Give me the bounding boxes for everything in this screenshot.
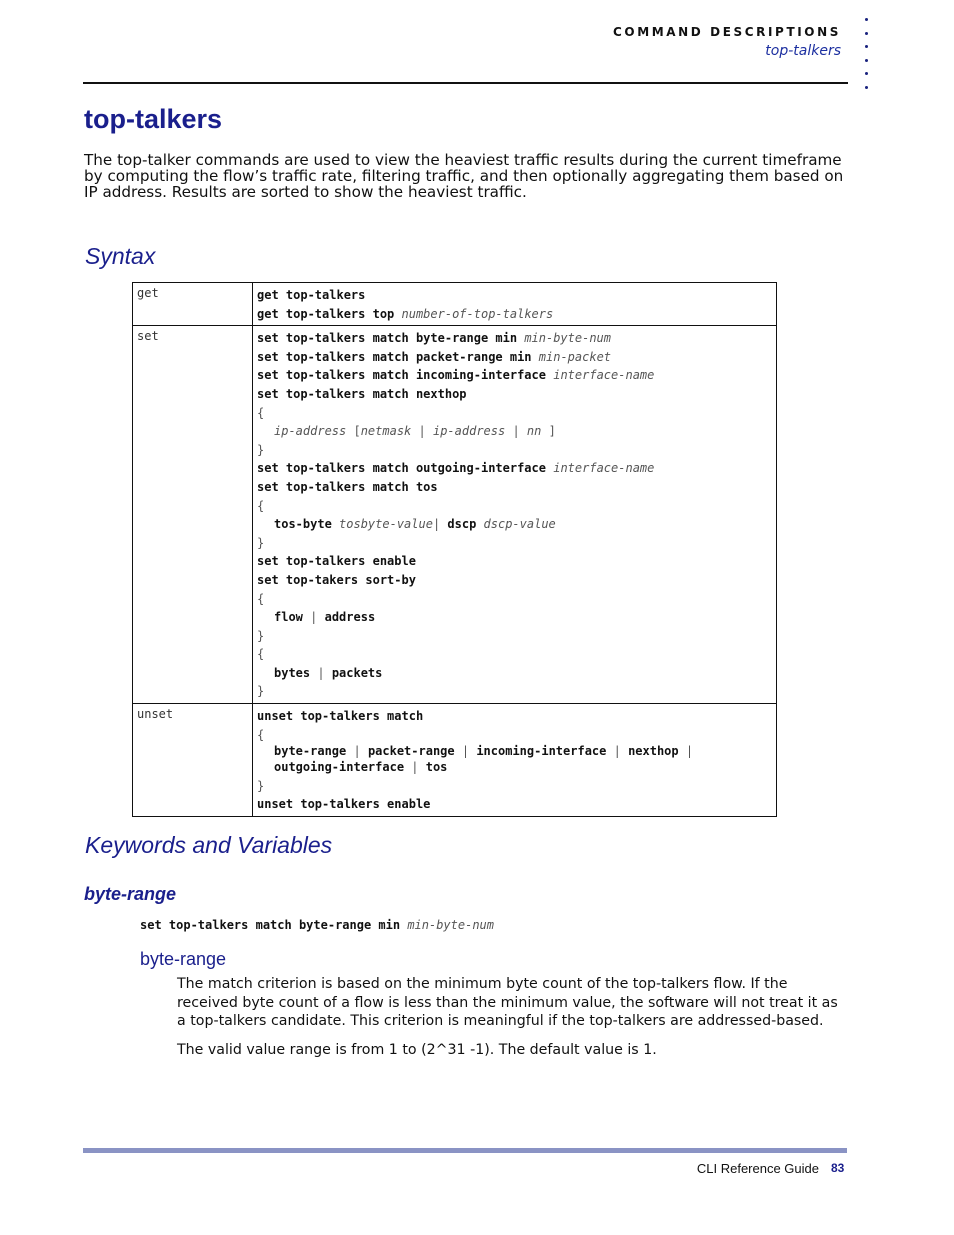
punctuation: | bbox=[404, 760, 426, 775]
punctuation: } bbox=[257, 778, 265, 793]
keyword-text: packet-range bbox=[367, 744, 455, 759]
syntax-line bbox=[257, 404, 772, 423]
punctuation: | bbox=[606, 744, 629, 759]
syntax-line bbox=[257, 590, 772, 609]
variable-text: interface-name bbox=[553, 461, 655, 476]
syntax-row-get bbox=[133, 283, 777, 326]
punctuation: { bbox=[257, 647, 265, 662]
keyword-text: set top-talkers match incoming-interface bbox=[257, 368, 554, 383]
keyword-text: set top-talkers match tos bbox=[257, 479, 438, 494]
syntax-line bbox=[257, 744, 772, 758]
variable-text: netmask bbox=[360, 424, 412, 439]
keyword-text: unset top-talkers match bbox=[257, 709, 424, 724]
keyword-text: set top-talkers match nexthop bbox=[257, 386, 467, 401]
keywords-heading: Keywords and Variables bbox=[85, 832, 333, 858]
syntax-line bbox=[257, 645, 772, 664]
syntax-line bbox=[257, 664, 772, 683]
punctuation: | bbox=[302, 610, 325, 625]
variable-text: ip-address bbox=[432, 424, 506, 439]
running-header-section: COMMAND DESCRIPTIONS bbox=[612, 25, 841, 39]
command-text: set top-talkers match byte-range min bbox=[140, 918, 408, 932]
header-rule bbox=[83, 82, 848, 84]
punctuation: { bbox=[257, 498, 265, 513]
variable-text: interface-name bbox=[553, 368, 655, 383]
punctuation: { bbox=[257, 727, 265, 742]
keyword-text: outgoing-interface bbox=[274, 760, 405, 775]
punctuation: | bbox=[310, 665, 332, 680]
syntax-commands bbox=[253, 283, 777, 326]
syntax-line bbox=[257, 608, 772, 627]
punctuation: | bbox=[346, 744, 368, 759]
punctuation: ] bbox=[541, 424, 556, 439]
punctuation: [ bbox=[346, 424, 361, 439]
variable-text: ip-address bbox=[274, 424, 347, 439]
syntax-line bbox=[257, 534, 772, 553]
variable-text: dscp-value bbox=[483, 517, 556, 532]
syntax-line bbox=[257, 552, 772, 571]
syntax-line bbox=[257, 348, 772, 367]
syntax-row-unset bbox=[133, 704, 777, 817]
keyword-text: tos bbox=[425, 760, 448, 775]
keyword-text: set top-talkers match outgoing-interface bbox=[257, 461, 554, 476]
keyword-text: unset top-talkers enable bbox=[257, 797, 431, 812]
syntax-line bbox=[257, 758, 772, 777]
syntax-line bbox=[257, 682, 772, 701]
punctuation: { bbox=[257, 405, 265, 420]
syntax-commands bbox=[253, 704, 777, 817]
keyword-text: set top-takers sort-by bbox=[257, 572, 416, 587]
syntax-table bbox=[132, 282, 777, 817]
decorative-dots bbox=[865, 18, 871, 99]
syntax-operation: get bbox=[133, 283, 253, 326]
syntax-line bbox=[257, 305, 772, 324]
variable-text: tosbyte-value bbox=[339, 517, 433, 532]
syntax-commands bbox=[253, 326, 777, 704]
punctuation: | bbox=[432, 517, 448, 532]
syntax-heading: Syntax bbox=[85, 243, 156, 269]
syntax-row-set bbox=[133, 326, 777, 704]
syntax-line bbox=[257, 459, 772, 478]
syntax-line bbox=[257, 385, 772, 404]
syntax-line bbox=[257, 707, 772, 726]
syntax-line bbox=[257, 366, 772, 385]
keyword-text: get top-talkers bbox=[257, 288, 366, 302]
byte-range-value-range: The valid value range is from 1 to (2^31 -1). The default value is 1. bbox=[177, 1042, 657, 1058]
byte-range-description: The match criterion is based on the minimum byte count of the top-talkers flow. If the received byte count of a flow is less than the minimum value, the software will not treat it as a top-talkers candidate. This criterion is meaningful if the top-talkers are addressed-based. bbox=[177, 976, 838, 1030]
byte-range-term: byte-range bbox=[140, 949, 227, 969]
keyword-text: set top-talkers enable bbox=[257, 554, 416, 569]
syntax-operation: unset bbox=[133, 704, 253, 817]
syntax-line bbox=[257, 627, 772, 646]
keyword-text: nexthop bbox=[628, 744, 679, 759]
byte-range-subheading: byte-range bbox=[84, 884, 177, 904]
punctuation: } bbox=[257, 535, 265, 550]
syntax-line bbox=[257, 777, 772, 796]
keyword-text: tos-byte bbox=[274, 517, 340, 532]
keyword-text: set top-talkers match packet-range min bbox=[257, 349, 539, 364]
keyword-text: incoming-interface bbox=[476, 744, 607, 759]
syntax-operation: set bbox=[133, 326, 253, 704]
variable-text: min-packet bbox=[538, 349, 612, 364]
variable-text: number-of-top-talkers bbox=[401, 306, 554, 321]
byte-range-command bbox=[140, 918, 494, 932]
syntax-line bbox=[257, 515, 772, 534]
page-number: 83 bbox=[831, 1161, 845, 1175]
syntax-line bbox=[257, 329, 772, 348]
command-variable: min-byte-num bbox=[407, 918, 495, 932]
page-title: top-talkers bbox=[84, 104, 223, 134]
keyword-text: byte-range bbox=[274, 744, 347, 759]
keyword-text: flow bbox=[274, 610, 303, 625]
keyword-text: packets bbox=[331, 665, 383, 680]
punctuation: | bbox=[678, 744, 694, 759]
running-header-subsection: top-talkers bbox=[765, 43, 841, 59]
keyword-text: address bbox=[324, 610, 376, 625]
syntax-line bbox=[257, 441, 772, 460]
variable-text: min-byte-num bbox=[524, 331, 612, 346]
syntax-line bbox=[257, 726, 772, 745]
punctuation: } bbox=[257, 442, 265, 457]
punctuation: { bbox=[257, 591, 265, 606]
syntax-line bbox=[257, 795, 772, 814]
punctuation: | bbox=[411, 424, 433, 439]
syntax-line bbox=[257, 286, 772, 305]
syntax-line bbox=[257, 478, 772, 497]
punctuation: } bbox=[257, 684, 265, 699]
syntax-line bbox=[257, 571, 772, 590]
keyword-text: get top-talkers top bbox=[257, 306, 402, 321]
keyword-text: dscp bbox=[447, 517, 484, 532]
footer-guide-name: CLI Reference Guide bbox=[696, 1161, 819, 1176]
syntax-line bbox=[257, 422, 772, 441]
punctuation: | bbox=[454, 744, 477, 759]
keyword-text: set top-talkers match byte-range min bbox=[257, 331, 525, 346]
punctuation: } bbox=[257, 628, 265, 643]
footer-rule bbox=[83, 1148, 847, 1153]
keyword-text: bytes bbox=[274, 665, 311, 680]
variable-text: nn bbox=[526, 424, 542, 439]
punctuation: | bbox=[505, 424, 527, 439]
syntax-line bbox=[257, 497, 772, 516]
intro-paragraph: The top-talker commands are used to view the heaviest traffic results during the current timeframe by computing the flow’s traffic rate, filtering traffic, and then optionally aggregating them based on IP address. Results are sorted to show the heaviest traffic. bbox=[84, 151, 844, 201]
